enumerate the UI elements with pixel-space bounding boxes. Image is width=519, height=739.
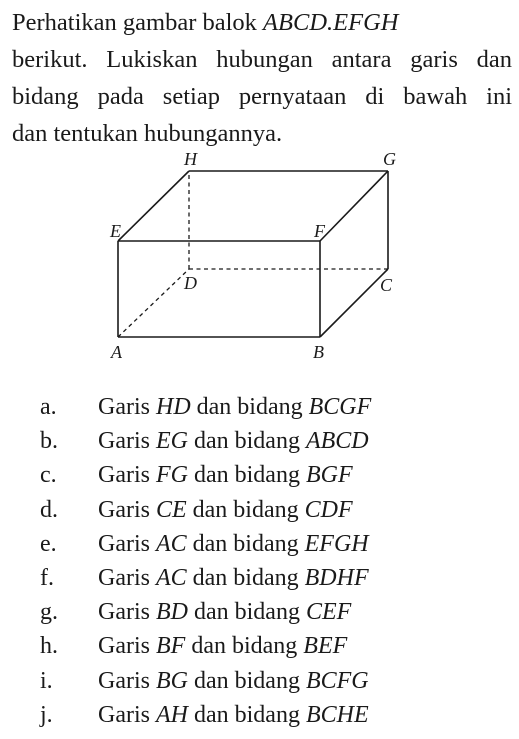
item-word: dan bidang bbox=[191, 633, 298, 660]
item-letter: g. bbox=[40, 599, 58, 626]
vertex-label-G: G bbox=[383, 149, 396, 169]
item-text bbox=[98, 595, 351, 629]
list-item bbox=[0, 458, 519, 492]
item-letter: i. bbox=[40, 667, 53, 694]
list-item bbox=[0, 493, 519, 527]
item-word: dan bidang bbox=[193, 599, 300, 626]
item-letter: j. bbox=[40, 701, 53, 728]
item-letter: d. bbox=[40, 496, 58, 523]
statement-line-4: dan tentukan hubungannya. bbox=[12, 120, 283, 147]
item-word: Garis bbox=[98, 428, 150, 455]
line-name: FG bbox=[155, 462, 188, 489]
line-name: EG bbox=[155, 428, 188, 455]
vertex-label-D: D bbox=[184, 273, 197, 293]
item-word: dan bidang bbox=[192, 496, 299, 523]
item-word: dan bidang bbox=[193, 701, 300, 728]
item-word: dan bidang bbox=[193, 428, 300, 455]
item-word: Garis bbox=[98, 394, 150, 420]
line-name: HD bbox=[155, 394, 191, 420]
statement-line-2: berikut. Lukiskan hubungan antara garis dan bbox=[12, 46, 512, 73]
plane-name: BCGF bbox=[308, 394, 372, 420]
list-item bbox=[0, 595, 519, 629]
item-word: dan bidang bbox=[196, 394, 303, 420]
list-item bbox=[0, 698, 519, 732]
hidden-edge-AD bbox=[118, 269, 189, 337]
statement-line-3: bidang pada setiap pernyataan di bawah ini bbox=[12, 83, 512, 110]
line-name: AH bbox=[155, 701, 188, 728]
list-item bbox=[0, 561, 519, 595]
plane-name: BEF bbox=[303, 633, 348, 660]
cuboid-diagram bbox=[0, 140, 519, 370]
vertex-label-F: F bbox=[314, 221, 325, 241]
item-word: Garis bbox=[98, 564, 150, 591]
item-text bbox=[98, 493, 353, 527]
line-name: AC bbox=[155, 564, 187, 591]
statement-text: Perhatikan gambar balok bbox=[12, 9, 264, 36]
plane-name: BCFG bbox=[305, 667, 369, 694]
edge-FG bbox=[320, 171, 388, 241]
list-item bbox=[0, 629, 519, 663]
plane-name: BDHF bbox=[304, 564, 369, 591]
item-letter: e. bbox=[40, 530, 57, 557]
vertex-label-E: E bbox=[110, 221, 121, 241]
line-name: BD bbox=[155, 599, 188, 626]
item-letter: c. bbox=[40, 462, 57, 489]
item-letter: h. bbox=[40, 633, 58, 660]
item-word: Garis bbox=[98, 462, 150, 489]
edge-BC bbox=[320, 269, 388, 337]
item-letter: a. bbox=[40, 394, 57, 420]
item-text bbox=[98, 527, 369, 561]
item-word: dan bidang bbox=[193, 667, 300, 694]
vertex-label-A: A bbox=[111, 342, 122, 362]
list-item bbox=[0, 390, 519, 424]
item-text bbox=[98, 629, 347, 663]
item-word: Garis bbox=[98, 530, 150, 557]
plane-name: CEF bbox=[305, 599, 352, 626]
item-letter: f. bbox=[40, 564, 54, 591]
item-word: dan bidang bbox=[192, 564, 299, 591]
plane-name: BGF bbox=[305, 462, 353, 489]
item-word: Garis bbox=[98, 667, 150, 694]
item-text bbox=[98, 424, 369, 458]
item-word: dan bidang bbox=[193, 462, 300, 489]
line-name: CE bbox=[155, 496, 187, 523]
statement-list bbox=[0, 390, 519, 732]
plane-name: EFGH bbox=[304, 530, 369, 557]
edge-EH bbox=[118, 171, 189, 241]
item-text bbox=[98, 664, 369, 698]
item-word: Garis bbox=[98, 496, 150, 523]
plane-name: CDF bbox=[304, 496, 353, 523]
item-word: Garis bbox=[98, 599, 150, 626]
problem-statement bbox=[12, 4, 512, 152]
vertex-label-C: C bbox=[380, 275, 393, 295]
list-item bbox=[0, 424, 519, 458]
item-text bbox=[98, 698, 369, 732]
line-name: BG bbox=[155, 667, 188, 694]
item-letter: b. bbox=[40, 428, 58, 455]
list-item bbox=[0, 664, 519, 698]
cuboid-figure bbox=[0, 140, 519, 370]
list-item bbox=[0, 527, 519, 561]
item-word: dan bidang bbox=[192, 530, 299, 557]
statement-line-1 bbox=[12, 4, 512, 41]
vertex-label-B: B bbox=[313, 342, 324, 362]
item-word: Garis bbox=[98, 633, 150, 660]
vertex-label-H: H bbox=[184, 149, 197, 169]
plane-name: ABCD bbox=[305, 428, 369, 455]
item-text bbox=[98, 561, 369, 595]
plane-name: BCHE bbox=[305, 701, 369, 728]
line-name: BF bbox=[155, 633, 186, 660]
item-word: Garis bbox=[98, 701, 150, 728]
item-text bbox=[98, 458, 353, 492]
line-name: AC bbox=[155, 530, 187, 557]
item-text bbox=[98, 390, 371, 424]
cuboid-name: ABCD.EFGH bbox=[263, 9, 399, 36]
